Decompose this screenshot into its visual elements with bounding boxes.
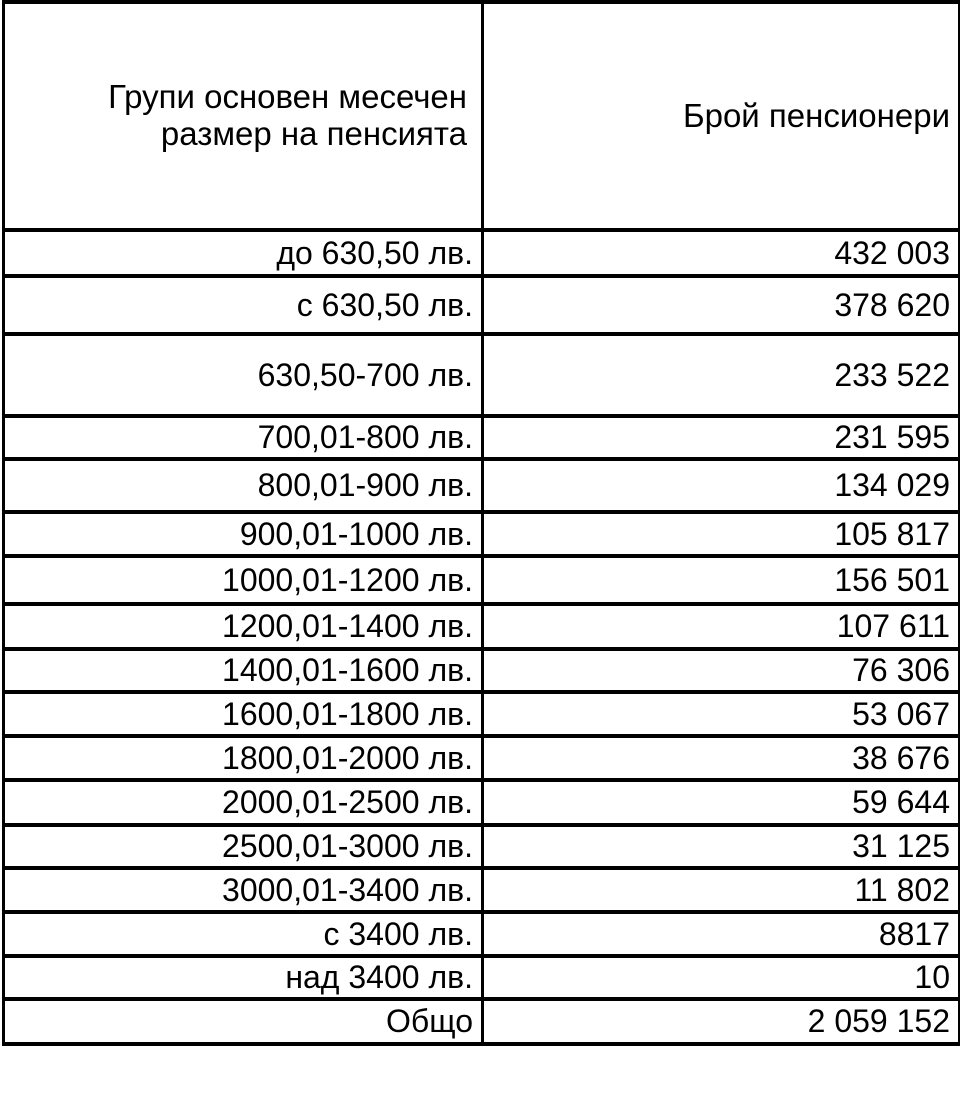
pensioner-count-cell: 76 306 [483, 649, 960, 692]
table-row [4, 604, 960, 649]
pension-group-cell: над 3400 лв. [4, 956, 483, 999]
pension-group-cell: с 630,50 лв. [4, 276, 483, 334]
pension-group-cell: с 3400 лв. [4, 912, 483, 956]
table-row [4, 649, 960, 692]
pension-group-cell: 2500,01-3000 лв. [4, 825, 483, 868]
pension-group-cell: 900,01-1000 лв. [4, 512, 483, 556]
pensioner-count-cell: 53 067 [483, 692, 960, 736]
pension-group-cell: 1400,01-1600 лв. [4, 649, 483, 692]
pensioner-count-cell: 105 817 [483, 512, 960, 556]
pensioner-count-cell: 134 029 [483, 459, 960, 512]
table-row [4, 956, 960, 999]
total-row [4, 999, 960, 1044]
pensioner-count-cell: 378 620 [483, 276, 960, 334]
table-row [4, 512, 960, 556]
pensioner-count-cell: 8817 [483, 912, 960, 956]
table-row [4, 416, 960, 459]
table-row [4, 276, 960, 334]
pension-group-cell: 2000,01-2500 лв. [4, 780, 483, 825]
pension-group-cell: 1600,01-1800 лв. [4, 692, 483, 736]
pensioner-count-cell: 59 644 [483, 780, 960, 825]
table-row [4, 692, 960, 736]
table-row [4, 868, 960, 912]
pensioner-count-cell: 10 [483, 956, 960, 999]
pensioner-count-cell: 233 522 [483, 334, 960, 416]
pensioner-count-cell: 231 595 [483, 416, 960, 459]
pension-group-cell: 1200,01-1400 лв. [4, 604, 483, 649]
table-row [4, 230, 960, 276]
header-row [4, 2, 960, 230]
pensioner-count-cell: 11 802 [483, 868, 960, 912]
pension-group-cell: 800,01-900 лв. [4, 459, 483, 512]
pensioner-count-cell: 107 611 [483, 604, 960, 649]
table-row [4, 912, 960, 956]
pensioner-count-cell: 38 676 [483, 736, 960, 780]
table-row [4, 780, 960, 825]
pension-group-cell: Общо [4, 999, 483, 1044]
pensioner-count-cell: 156 501 [483, 556, 960, 604]
pensioner-count-cell: 31 125 [483, 825, 960, 868]
table-row [4, 556, 960, 604]
table-row [4, 825, 960, 868]
table-row [4, 334, 960, 416]
header-pension-group [4, 2, 483, 230]
pension-distribution-table [2, 0, 960, 1046]
pension-group-cell: 630,50-700 лв. [4, 334, 483, 416]
pension-group-cell: 3000,01-3400 лв. [4, 868, 483, 912]
table-row [4, 459, 960, 512]
pension-group-cell: 1800,01-2000 лв. [4, 736, 483, 780]
pensioner-count-cell: 2 059 152 [483, 999, 960, 1044]
pensioner-count-cell: 432 003 [483, 230, 960, 276]
header-pension-group-label: Групи основен месечен размер на пенсията [108, 78, 467, 152]
pension-group-cell: 700,01-800 лв. [4, 416, 483, 459]
header-pensioner-count-label: Брой пенсионери [682, 96, 950, 134]
pension-group-cell: до 630,50 лв. [4, 230, 483, 276]
pension-group-cell: 1000,01-1200 лв. [4, 556, 483, 604]
table-row [4, 736, 960, 780]
header-pensioner-count [483, 2, 960, 230]
